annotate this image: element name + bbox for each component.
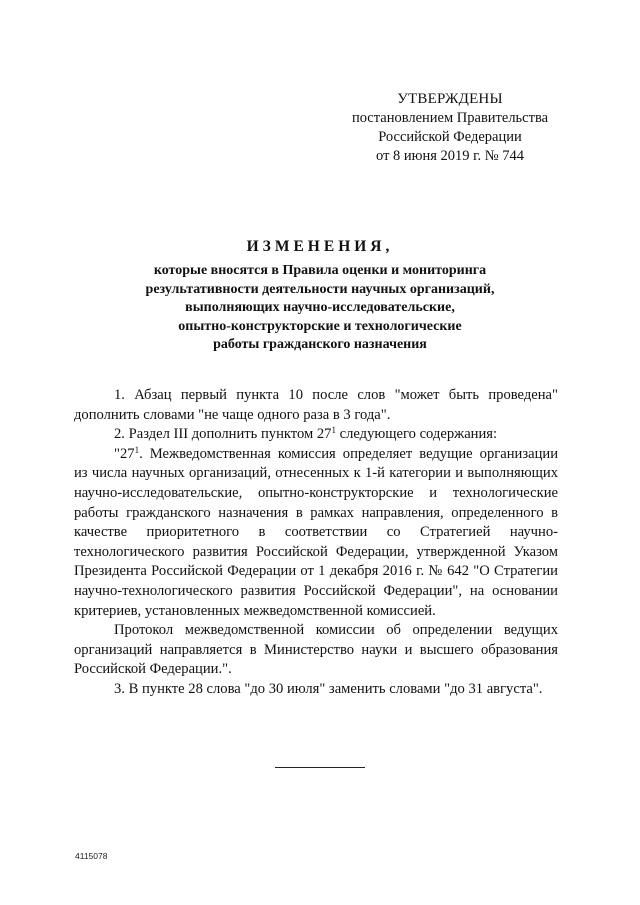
subtitle-line: опытно-конструкторские и технологические xyxy=(178,318,462,334)
paragraph-item-3: 3. В пункте 28 слова "до 30 июля" заменить словами "до 31 августа". xyxy=(114,680,543,697)
paragraph-item-1: 1. Абзац первый пункта 10 после слов "может быть проведена" дополнить словами "не чаще одного раза в 3 года". xyxy=(74,387,558,423)
document-title: ИЗМЕНЕНИЯ, xyxy=(246,238,394,255)
superscript: 1 xyxy=(331,425,336,436)
paragraph-text: 2. Раздел III дополнить пунктом 27 xyxy=(114,426,332,443)
approval-line: постановлением Правительства xyxy=(351,110,549,126)
subtitle-line: работы гражданского назначения xyxy=(213,337,427,352)
paragraph-text: "27 xyxy=(114,445,135,462)
document-body xyxy=(74,386,558,700)
end-divider xyxy=(275,767,365,768)
document-subtitle xyxy=(0,262,640,355)
approval-block xyxy=(330,90,570,166)
approval-date-number: от 8 июня 2019 г. № 744 xyxy=(376,148,524,164)
paragraph-protocol: Протокол межведомственной комиссии об определении ведущих организаций направляется в Министерство науки и высшего образования Российской Федерации.". xyxy=(74,622,558,678)
approval-heading: УТВЕРЖДЕНЫ xyxy=(397,91,503,107)
subtitle-line: выполняющих научно-исследовательские, xyxy=(185,300,455,315)
paragraph-text: следующего содержания: xyxy=(335,426,498,443)
approval-line: Российской Федерации xyxy=(378,129,522,145)
document-code: 4115078 xyxy=(75,851,108,861)
paragraph-new-point xyxy=(74,445,558,621)
superscript: 1 xyxy=(134,444,140,455)
paragraph-item-2 xyxy=(74,425,558,445)
subtitle-line: результативности деятельности научных организаций, xyxy=(145,281,495,297)
paragraph-text: . Межведомственная комиссия определяет ведущие организации из числа научных организаций, отнесенных к 1-й категории и выполняющих научно-исследовательские, опытно-конструкторские и технологические работы гражданского назначения в рамках направления, определенного в качестве приоритетного в соответствии со Стратегией научно-технологического развития Российской Федерации, утвержденной Указом Президента Российской Федерации от 1 декабря 2016 г. № 642 "О Стратегии научно-технологического развития Российской Федерации", на основании критериев, установленных межведомственной комиссией. xyxy=(74,445,558,619)
subtitle-line: которые вносятся в Правила оценки и мониторинга xyxy=(153,263,487,278)
